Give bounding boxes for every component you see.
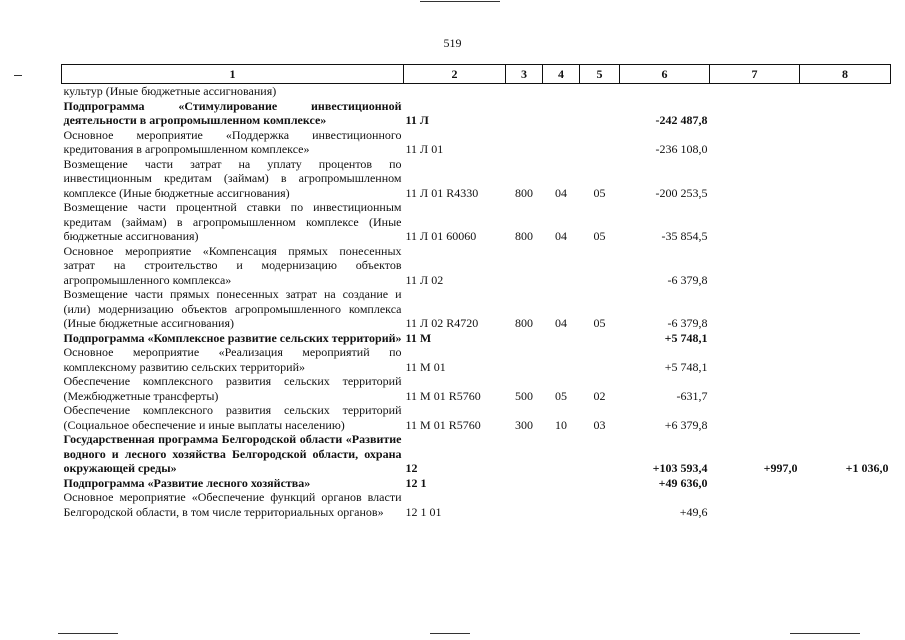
header-col-6: 6 <box>620 65 710 84</box>
row-col-3: 300 <box>515 417 533 432</box>
row-code: 12 1 01 <box>405 504 442 519</box>
row-col-5: 05 <box>593 185 606 200</box>
header-col-8: 8 <box>800 65 891 84</box>
row-col-6: +49 636,0 <box>658 475 708 490</box>
row-col-5 <box>580 476 620 491</box>
row-col-4 <box>543 244 580 288</box>
row-name: Основное мероприятие «Компенсация прямых понесенных затрат на строительство и модернизацию объектов агропромышленного комплекса» <box>63 243 402 287</box>
row-code: 11 Л 01 <box>405 142 444 156</box>
row-col-6: -200 253,5 <box>655 185 708 200</box>
row-col-8 <box>800 476 891 491</box>
row-col-7 <box>710 331 800 346</box>
row-name: Основное мероприятие «Обеспечение функций органов власти Белгородской области, в том числе территориальных органов» <box>63 490 402 519</box>
row-col-5: 03 <box>593 417 606 432</box>
table-row <box>62 157 891 201</box>
row-code: 11 Л 02 R4720 <box>405 316 479 330</box>
page-number: 519 <box>443 36 462 50</box>
row-col-5 <box>580 432 620 476</box>
row-col-5 <box>580 128 620 157</box>
row-col-5: 05 <box>593 229 606 243</box>
row-name: Обеспечение комплексного развития сельских территорий (Социальное обеспечение и иные выплаты населению) <box>63 403 402 432</box>
row-col-4: 05 <box>555 388 567 403</box>
row-col-7 <box>710 476 800 491</box>
table-body <box>62 84 891 520</box>
row-col-8 <box>800 99 891 128</box>
row-col-8 <box>800 157 891 201</box>
row-col-8 <box>800 84 891 99</box>
row-col-5 <box>580 84 620 99</box>
row-col-7 <box>710 287 800 331</box>
row-name: Основное мероприятие «Реализация мероприятий по комплексному развитию сельских территорий» <box>63 345 402 374</box>
row-col-8 <box>800 490 891 519</box>
row-code: 11 М 01 R5760 <box>405 417 481 432</box>
row-code: 11 Л 02 <box>405 272 444 287</box>
row-col-8 <box>800 244 891 288</box>
row-col-3 <box>506 476 543 491</box>
row-col-4: 04 <box>555 316 567 330</box>
row-col-5 <box>580 244 620 288</box>
scan-mark-bottom-left <box>58 633 118 634</box>
row-code: 11 Л 01 60060 <box>405 229 477 243</box>
table-row <box>62 200 891 244</box>
row-col-3 <box>506 345 543 374</box>
row-col-8: +1 036,0 <box>845 461 889 475</box>
row-col-6 <box>620 84 710 99</box>
row-col-6: -35 854,5 <box>661 229 708 243</box>
row-col-3: 800 <box>515 185 533 200</box>
row-col-4: 10 <box>555 417 567 432</box>
row-col-7 <box>710 84 800 99</box>
row-code: 11 М 01 R5760 <box>405 388 481 403</box>
row-name: Возмещение части прямых понесенных затрат на создание и (или) модернизацию объектов агропромышленного комплекса (Иные бюджетные ассигнования) <box>63 287 402 330</box>
row-col-4: 04 <box>555 185 567 200</box>
row-col-7 <box>710 128 800 157</box>
header-col-4: 4 <box>543 65 580 84</box>
row-col-3 <box>506 99 543 128</box>
row-col-4 <box>543 476 580 491</box>
row-col-6: +5 748,1 <box>664 359 708 374</box>
row-col-6: +6 379,8 <box>664 417 708 432</box>
header-row <box>62 65 891 84</box>
scan-mark-top <box>420 1 500 2</box>
row-col-6: +49,6 <box>679 504 708 519</box>
row-col-7 <box>710 403 800 432</box>
row-col-4 <box>543 84 580 99</box>
row-col-6: -236 108,0 <box>655 142 708 156</box>
row-col-6: -6 379,8 <box>667 272 708 287</box>
row-col-3 <box>506 490 543 519</box>
row-code: 12 1 <box>405 475 427 490</box>
row-col-4 <box>543 490 580 519</box>
row-col-5 <box>580 331 620 346</box>
row-col-8 <box>800 287 891 331</box>
row-col-5: 02 <box>593 388 606 403</box>
header-col-1: 1 <box>62 65 404 84</box>
row-name: Основное мероприятие «Поддержка инвестиционного кредитования в агропромышленном комплексе» <box>63 127 402 156</box>
row-col-3 <box>506 84 543 99</box>
row-col-5 <box>580 345 620 374</box>
row-code: 11 Л 01 R4330 <box>405 185 479 200</box>
header-col-3: 3 <box>506 65 543 84</box>
row-col-3: 500 <box>515 388 533 403</box>
row-col-8 <box>800 403 891 432</box>
header-col-2: 2 <box>404 65 506 84</box>
table-row <box>62 331 891 346</box>
table-row <box>62 374 891 403</box>
row-col-7 <box>710 490 800 519</box>
row-col-7 <box>710 244 800 288</box>
header-col-5: 5 <box>580 65 620 84</box>
row-col-7 <box>710 200 800 244</box>
row-col-4 <box>543 432 580 476</box>
table-row <box>62 403 891 432</box>
row-code: 11 Л <box>405 113 429 127</box>
row-col-3 <box>506 331 543 346</box>
row-code: 11 М 01 <box>405 359 446 374</box>
row-col-8 <box>800 345 891 374</box>
row-col-3: 800 <box>515 229 533 243</box>
header-col-7: 7 <box>710 65 800 84</box>
budget-table <box>61 64 891 519</box>
table-row <box>62 84 891 99</box>
table-row <box>62 244 891 288</box>
row-name: культур (Иные бюджетные ассигнования) <box>63 84 277 98</box>
table-row <box>62 345 891 374</box>
row-col-3 <box>506 128 543 157</box>
row-name: Подпрограмма «Развитие лесного хозяйства» <box>63 475 311 490</box>
row-col-6: +103 593,4 <box>652 461 708 475</box>
row-col-8 <box>800 374 891 403</box>
table-row <box>62 99 891 128</box>
row-col-6: -242 487,8 <box>655 113 708 127</box>
row-name: Возмещение части затрат на уплату процентов по инвестиционным кредитам (займам) в агропромышленном комплексе (Иные бюджетные ассигнования) <box>63 156 402 200</box>
row-name: Подпрограмма «Стимулирование инвестиционной деятельности в агропромышленном комплексе» <box>63 98 402 127</box>
row-col-7 <box>710 157 800 201</box>
row-col-3 <box>506 432 543 476</box>
row-col-7 <box>710 374 800 403</box>
row-code: 11 М <box>405 330 432 345</box>
scan-mark-left <box>14 75 22 76</box>
row-name: Подпрограмма «Комплексное развитие сельских территорий» <box>63 330 402 345</box>
row-col-6: +5 748,1 <box>664 330 708 345</box>
row-col-4 <box>543 99 580 128</box>
row-col-8 <box>800 128 891 157</box>
row-col-7 <box>710 345 800 374</box>
row-col-5 <box>580 99 620 128</box>
row-col-4 <box>543 345 580 374</box>
table-row <box>62 287 891 331</box>
row-code <box>404 84 506 99</box>
row-col-6: -631,7 <box>676 388 708 403</box>
table-row <box>62 128 891 157</box>
row-col-6: -6 379,8 <box>667 316 708 330</box>
row-col-4 <box>543 331 580 346</box>
row-col-7: +997,0 <box>763 461 798 475</box>
row-col-3 <box>506 244 543 288</box>
table-row <box>62 490 891 519</box>
row-col-7 <box>710 99 800 128</box>
row-name: Возмещение части процентной ставки по инвестиционным кредитам (займам) в агропромышленном комплексе (Иные бюджетные ассигнования) <box>63 200 402 243</box>
row-name: Государственная программа Белгородской области «Развитие водного и лесного хозяйства Белгородской области, охрана окружающей среды» <box>63 432 402 475</box>
table-row <box>62 476 891 491</box>
scan-mark-bottom-right <box>790 633 860 634</box>
row-col-3: 800 <box>515 316 533 330</box>
row-name: Обеспечение комплексного развития сельских территорий (Межбюджетные трансферты) <box>63 374 402 403</box>
scan-mark-bottom-mid <box>430 633 470 634</box>
row-code: 12 <box>405 461 418 475</box>
row-col-8 <box>800 331 891 346</box>
row-col-8 <box>800 200 891 244</box>
row-col-5: 05 <box>593 316 606 330</box>
row-col-4 <box>543 128 580 157</box>
row-col-5 <box>580 490 620 519</box>
table-row <box>62 432 891 476</box>
row-col-4: 04 <box>555 229 567 243</box>
